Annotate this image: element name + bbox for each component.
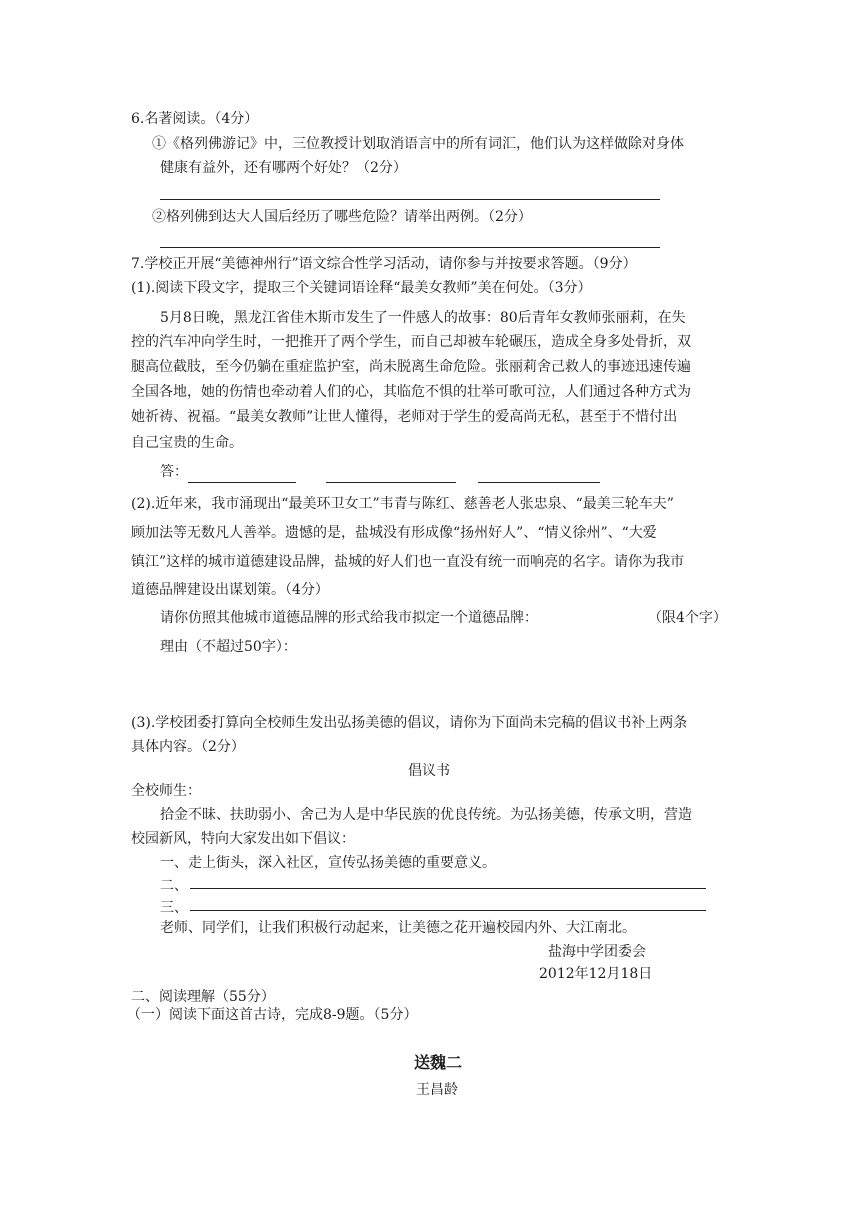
keyword-blank-1 bbox=[188, 482, 296, 483]
brand-limit: （限4个字） bbox=[648, 610, 727, 626]
brand-prompt: 请你仿照其他城市道德品牌的形式给我市拟定一个道德品牌： bbox=[160, 610, 538, 626]
q7-title: 7.学校正开展“美德神州行”语文综合性学习活动，请你参与并按要求答题。（9分） bbox=[131, 256, 637, 272]
letter-signature: 盐海中学团委会 bbox=[548, 944, 646, 960]
part3-line1: (3).学校团委打算向全校师生发出弘扬美德的倡议，请你为下面尚未完稿的倡议书补上两条 bbox=[131, 715, 688, 731]
keyword-blank-3 bbox=[478, 482, 600, 483]
passage-line: 全国各地，她的伤情也牵动着人们的心，其临危不惧的壮举可歌可泣，人们通过各种方式为 bbox=[131, 384, 691, 400]
q6-title: 6.名著阅读。（4分） bbox=[131, 111, 259, 127]
part2-line: 镇江”这样的城市道德建设品牌，盐城的好人们也一直没有统一而响亮的名字。请你为我市 bbox=[131, 554, 685, 570]
letter-item-2: 二、 bbox=[160, 878, 188, 894]
keyword-blank-2 bbox=[326, 482, 456, 483]
q6-sub2: ②格列佛到达大人国后经历了哪些危险？请举出两例。（2分） bbox=[152, 209, 532, 225]
q7-part1-prompt: (1).阅读下段文字，提取三个关键词语诠释“最美女教师”美在何处。（3分） bbox=[131, 280, 592, 296]
section2-sub: （一）阅读下面这首古诗，完成8-9题。（5分） bbox=[127, 1007, 418, 1023]
q6-answer-line-2 bbox=[160, 247, 660, 248]
q6-answer-line-1 bbox=[160, 199, 660, 200]
q6-sub1-line1: ①《格列佛游记》中，三位教授计划取消语言中的所有词汇，他们认为这样做除对身体 bbox=[152, 136, 684, 152]
part2-line: (2).近年来，我市涌现出“最美环卫女工”韦青与陈红、慈善老人张忠泉、“最美三轮车夫” bbox=[131, 496, 674, 512]
reason-label: 理由（不超过50字）： bbox=[160, 639, 297, 655]
letter-closing: 老师、同学们，让我们积极行动起来，让美德之花开遍校园内外、大江南北。 bbox=[160, 920, 636, 936]
passage-line: 自己宝贵的生命。 bbox=[131, 435, 243, 451]
letter-date: 2012年12月18日 bbox=[539, 966, 653, 982]
section2-title: 二、阅读理解（55分） bbox=[131, 989, 275, 1005]
q6-sub1-line2: 健康有益外，还有哪两个好处？（2分） bbox=[160, 160, 407, 176]
item-2-blank bbox=[190, 888, 706, 889]
passage-line: 她祈祷、祝福。“最美女教师”让世人懂得，老师对于学生的爱高尚无私，甚至于不惜付出 bbox=[131, 409, 678, 425]
part2-line: 道德品牌建设出谋划策。（4分） bbox=[131, 582, 329, 598]
letter-body-line: 拾金不昧、扶助弱小、舍己为人是中华民族的优良传统。为弘扬美德，传承文明，营造 bbox=[160, 807, 692, 823]
poem-title: 送魏二 bbox=[414, 1053, 463, 1072]
letter-body-line: 校园新风，特向大家发出如下倡议： bbox=[131, 831, 355, 847]
poem-author: 王昌龄 bbox=[416, 1082, 458, 1098]
part3-line2: 具体内容。（2分） bbox=[131, 739, 245, 755]
letter-item-3: 三、 bbox=[160, 900, 188, 916]
part2-line: 顾加法等无数凡人善举。遗憾的是，盐城没有形成像“扬州好人”、“情义徐州”、“大爱 bbox=[131, 525, 657, 541]
passage-line: 控的汽车冲向学生时，一把推开了两个学生，而自己却被车轮碾压，造成全身多处骨折，双 bbox=[131, 334, 691, 350]
item-3-blank bbox=[190, 910, 706, 911]
letter-item-1: 一、走上街头，深入社区，宣传弘扬美德的重要意义。 bbox=[160, 855, 496, 871]
passage-line: 腿高位截肢，至今仍躺在重症监护室，尚未脱离生命危险。张丽莉舍己救人的事迹迅速传遍 bbox=[131, 359, 691, 375]
passage-line: 5月8日晚，黑龙江省佳木斯市发生了一件感人的故事：80后青年女教师张丽莉，在失 bbox=[160, 310, 686, 326]
answer-label: 答： bbox=[160, 464, 188, 480]
letter-title: 倡议书 bbox=[408, 763, 450, 779]
letter-salutation: 全校师生： bbox=[131, 783, 201, 799]
